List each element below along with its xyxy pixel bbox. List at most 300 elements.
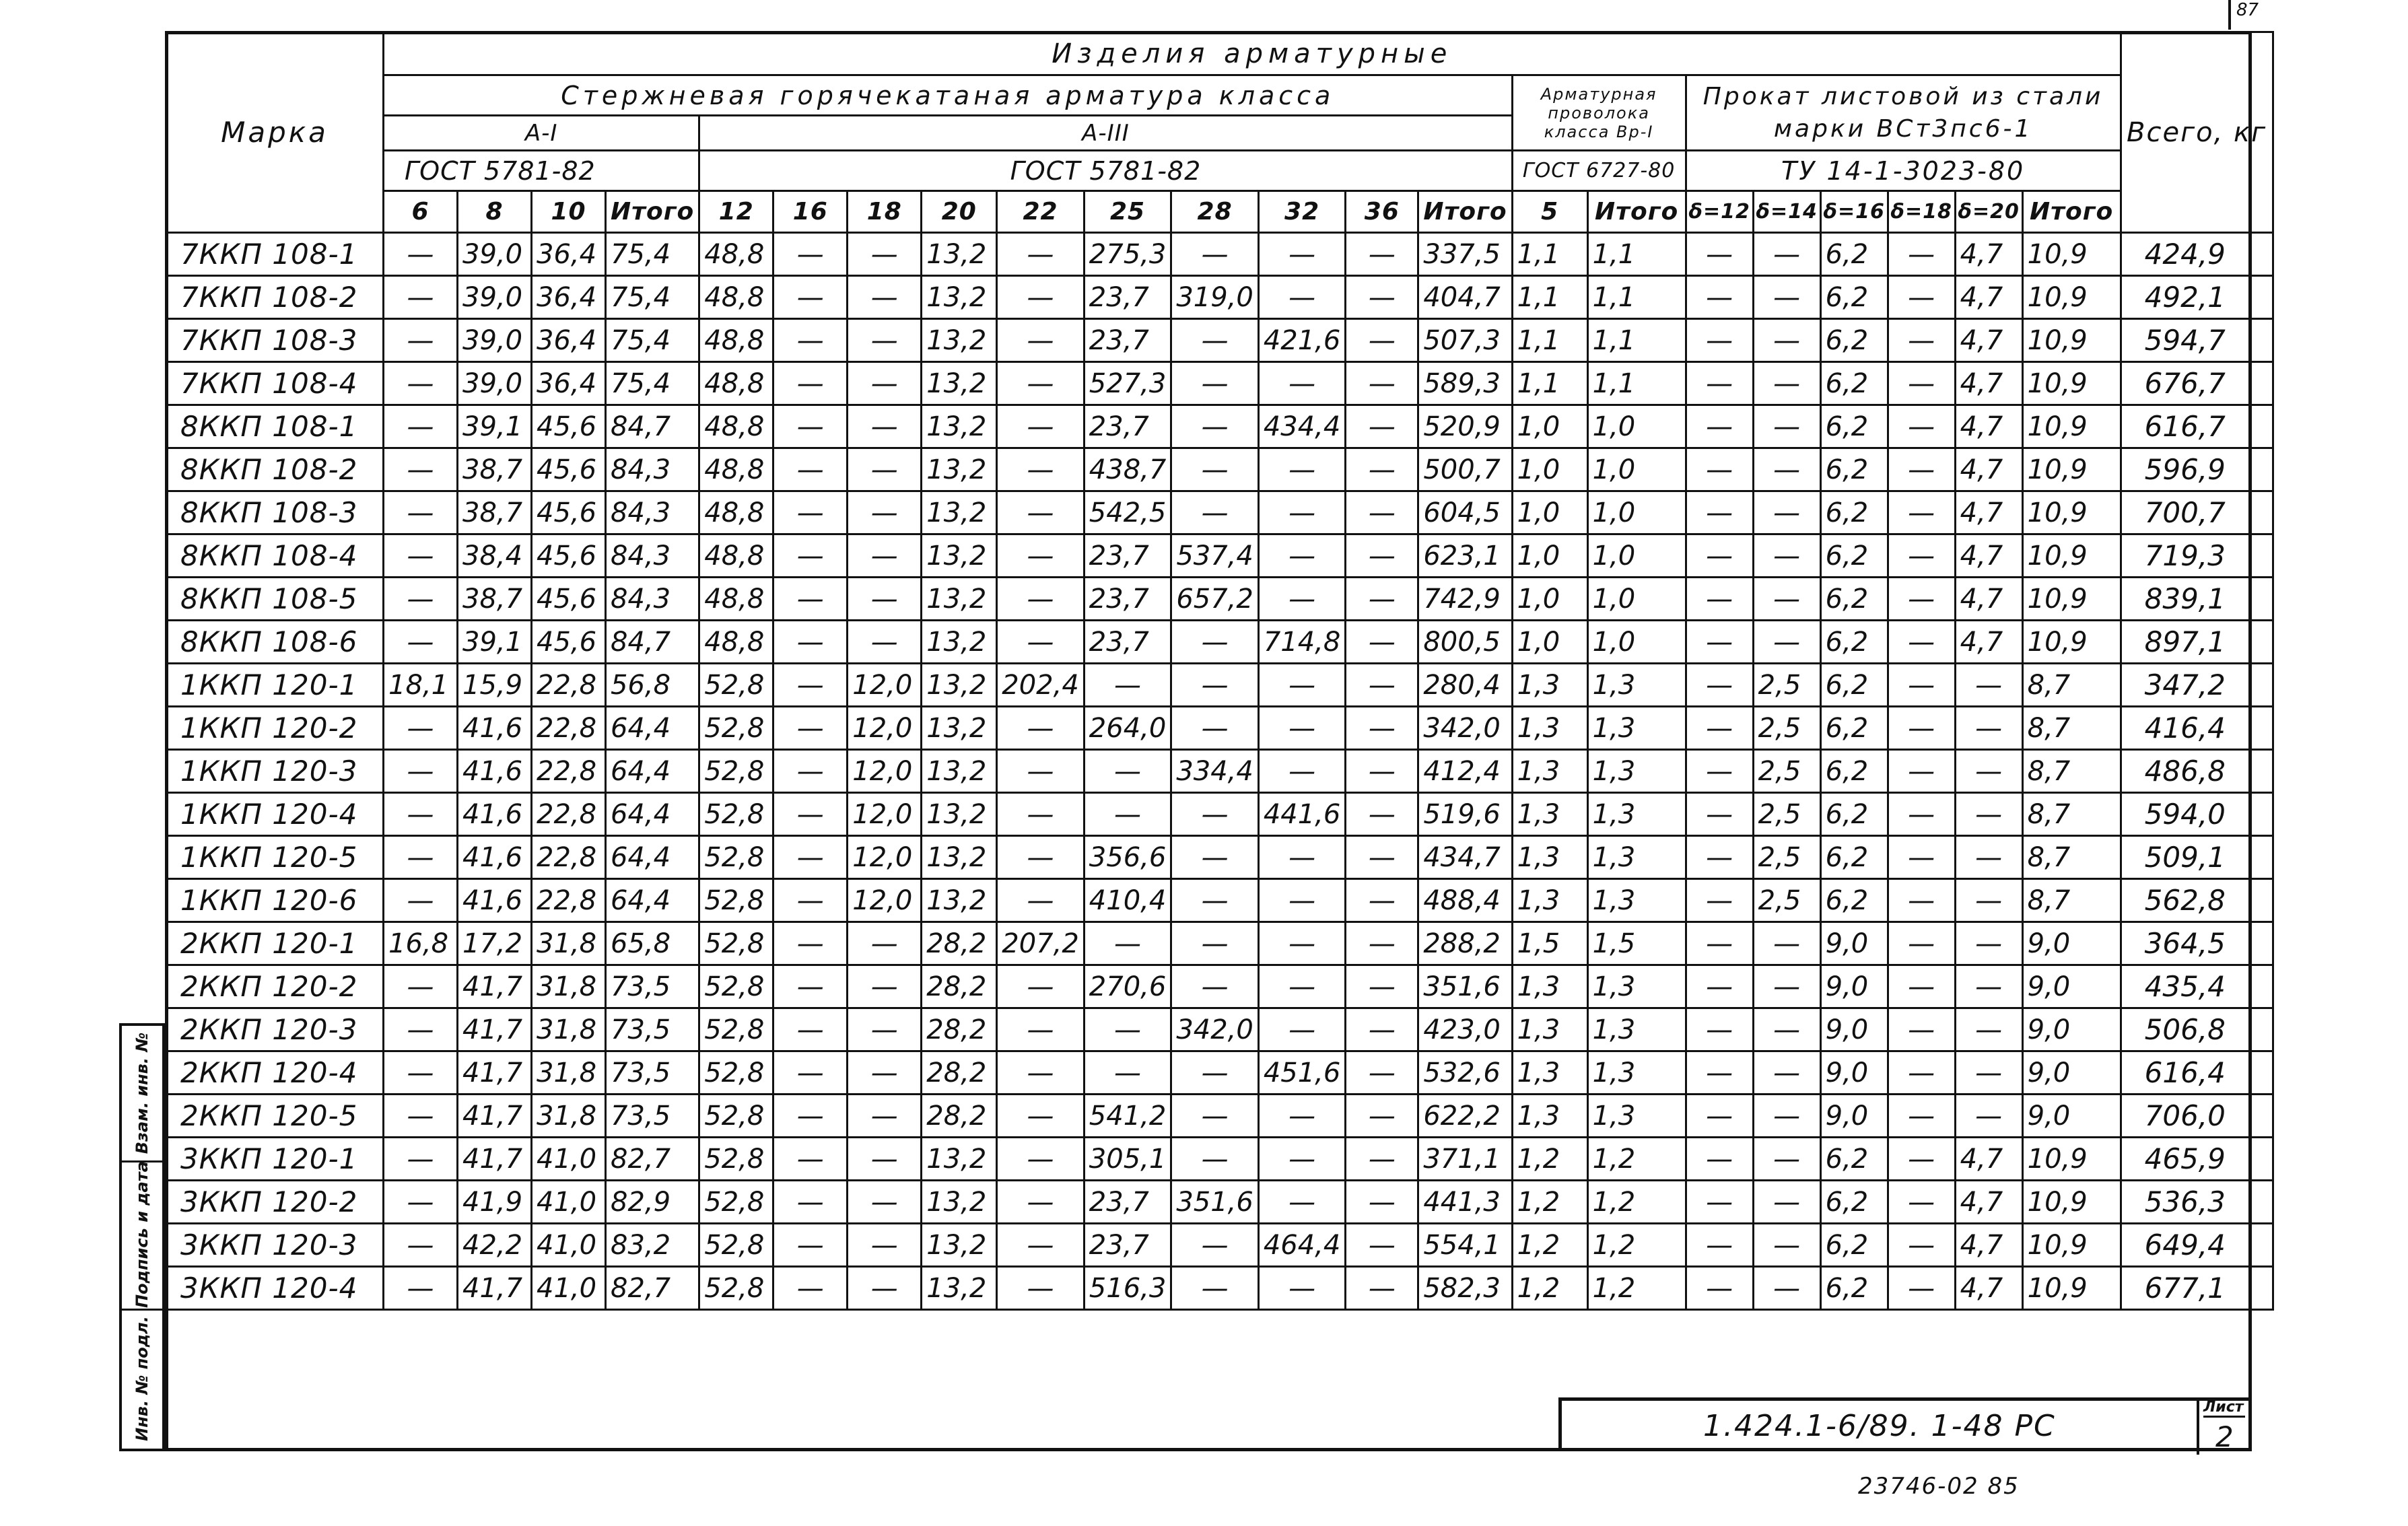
value-cell: 38,4 (458, 534, 532, 578)
value-cell: 1,0 (1587, 534, 1686, 578)
mark-cell: 3ККП 120-2 (166, 1181, 384, 1224)
value-cell: — (1346, 1138, 1418, 1181)
value-cell: 1,1 (1512, 319, 1587, 362)
value-cell: — (1753, 1224, 1820, 1267)
value-cell: 45,6 (532, 448, 606, 491)
value-cell: — (848, 1267, 922, 1310)
value-cell: — (773, 707, 848, 750)
value-cell: — (773, 836, 848, 879)
value-cell: — (1753, 319, 1820, 362)
value-cell: 434,4 (1258, 405, 1346, 448)
value-cell: 10,9 (2022, 1267, 2121, 1310)
value-cell: 2,5 (1753, 750, 1820, 793)
value-cell: 13,2 (922, 1267, 997, 1310)
value-cell: 13,2 (922, 879, 997, 922)
value-cell: 1,3 (1587, 1008, 1686, 1051)
value-cell: 82,7 (606, 1267, 699, 1310)
value-cell: — (384, 707, 458, 750)
table-row (166, 362, 2273, 405)
value-cell: 1,3 (1512, 836, 1587, 879)
total-cell: 536,3 (2121, 1181, 2273, 1224)
value-cell: — (773, 621, 848, 664)
value-cell: — (1686, 750, 1753, 793)
table-row (166, 1008, 2273, 1051)
value-cell: — (1753, 621, 1820, 664)
value-cell: — (1888, 405, 1955, 448)
value-cell: 4,7 (1955, 276, 2022, 319)
reinforcement-table (165, 31, 2274, 1311)
column-header: δ=12 (1686, 191, 1753, 233)
value-cell: 13,2 (922, 793, 997, 836)
value-cell: 31,8 (532, 1008, 606, 1051)
table-row (166, 965, 2273, 1008)
value-cell: 52,8 (699, 1095, 773, 1138)
value-cell: 1,0 (1512, 621, 1587, 664)
total-cell: 719,3 (2121, 534, 2273, 578)
value-cell: — (848, 491, 922, 534)
value-cell: — (997, 1095, 1085, 1138)
total-cell: 706,0 (2121, 1095, 2273, 1138)
value-cell: — (384, 534, 458, 578)
value-cell: 64,4 (606, 750, 699, 793)
value-cell: — (1346, 362, 1418, 405)
value-cell: 13,2 (922, 750, 997, 793)
total-cell: 897,1 (2121, 621, 2273, 664)
value-cell: 22,8 (532, 707, 606, 750)
value-cell: — (1258, 448, 1346, 491)
value-cell: — (1171, 1095, 1259, 1138)
value-cell: 6,2 (1820, 276, 1888, 319)
value-cell: — (1686, 621, 1753, 664)
value-cell: 1,3 (1587, 664, 1686, 707)
value-cell: — (384, 319, 458, 362)
value-cell: 22,8 (532, 750, 606, 793)
value-cell: 48,8 (699, 448, 773, 491)
value-cell: 1,2 (1512, 1138, 1587, 1181)
value-cell: 73,5 (606, 1008, 699, 1051)
value-cell: — (1258, 534, 1346, 578)
value-cell: 39,0 (458, 319, 532, 362)
value-cell: — (848, 1224, 922, 1267)
value-cell: 8,7 (2022, 836, 2121, 879)
value-cell: — (997, 750, 1085, 793)
value-cell: 1,3 (1512, 965, 1587, 1008)
value-cell: — (1753, 1095, 1820, 1138)
table-row (166, 1267, 2273, 1310)
value-cell: — (848, 1181, 922, 1224)
mark-cell: 1ККП 120-6 (166, 879, 384, 922)
value-cell: 48,8 (699, 319, 773, 362)
value-cell: — (1171, 1138, 1259, 1181)
value-cell: 464,4 (1258, 1224, 1346, 1267)
value-cell: — (997, 491, 1085, 534)
value-cell: 434,7 (1418, 836, 1512, 879)
value-cell: 1,0 (1512, 448, 1587, 491)
table-row (166, 578, 2273, 621)
value-cell: — (1753, 1181, 1820, 1224)
value-cell: — (1346, 1181, 1418, 1224)
value-cell: 6,2 (1820, 448, 1888, 491)
value-cell: — (1346, 793, 1418, 836)
value-cell: — (1171, 448, 1259, 491)
value-cell: — (1686, 1008, 1753, 1051)
value-cell: — (1753, 1138, 1820, 1181)
value-cell: 582,3 (1418, 1267, 1512, 1310)
value-cell: — (1888, 1138, 1955, 1181)
value-cell: — (773, 750, 848, 793)
value-cell: 23,7 (1084, 405, 1171, 448)
value-cell: — (997, 1224, 1085, 1267)
column-header: δ=16 (1820, 191, 1888, 233)
value-cell: — (997, 1138, 1085, 1181)
value-cell: — (1258, 1138, 1346, 1181)
value-cell: — (1686, 1138, 1753, 1181)
column-header: Итого (1418, 191, 1512, 233)
value-cell: — (1346, 1095, 1418, 1138)
value-cell: 23,7 (1084, 1181, 1171, 1224)
value-cell: — (1888, 621, 1955, 664)
value-cell: — (384, 1095, 458, 1138)
value-cell: — (1258, 1095, 1346, 1138)
value-cell: 604,5 (1418, 491, 1512, 534)
value-cell: 10,9 (2022, 276, 2121, 319)
value-cell: — (1888, 491, 1955, 534)
value-cell: — (1171, 319, 1259, 362)
total-cell: 465,9 (2121, 1138, 2273, 1181)
value-cell: — (1955, 707, 2022, 750)
value-cell: 10,9 (2022, 233, 2121, 276)
value-cell: — (773, 534, 848, 578)
value-cell: — (773, 965, 848, 1008)
value-cell: 1,2 (1512, 1267, 1587, 1310)
value-cell: — (1084, 1051, 1171, 1095)
value-cell: — (848, 319, 922, 362)
value-cell: 2,5 (1753, 793, 1820, 836)
document-code: 1.424.1-6/89. 1-48 РС (1703, 1409, 2056, 1443)
value-cell: — (1888, 362, 1955, 405)
value-cell: 52,8 (699, 1138, 773, 1181)
value-cell: — (1171, 621, 1259, 664)
value-cell: 356,6 (1084, 836, 1171, 879)
value-cell: — (773, 1224, 848, 1267)
value-cell: 45,6 (532, 621, 606, 664)
value-cell: 10,9 (2022, 1224, 2121, 1267)
value-cell: — (1258, 276, 1346, 319)
value-cell: — (1888, 1181, 1955, 1224)
value-cell: — (1346, 836, 1418, 879)
value-cell: 45,6 (532, 578, 606, 621)
value-cell: — (1955, 1008, 2022, 1051)
value-cell: 13,2 (922, 319, 997, 362)
value-cell: — (384, 233, 458, 276)
value-cell: — (1686, 319, 1753, 362)
value-cell: — (1686, 793, 1753, 836)
value-cell: — (997, 1008, 1085, 1051)
value-cell: 41,0 (532, 1224, 606, 1267)
value-cell: 52,8 (699, 664, 773, 707)
value-cell: — (848, 405, 922, 448)
tu-sheet: ТУ 14-1-3023-80 (1686, 151, 2121, 191)
value-cell: 537,4 (1171, 534, 1259, 578)
value-cell: — (1171, 965, 1259, 1008)
value-cell: 410,4 (1084, 879, 1171, 922)
value-cell: — (1753, 1051, 1820, 1095)
table-row (166, 922, 2273, 965)
value-cell: 36,4 (532, 319, 606, 362)
value-cell: 48,8 (699, 362, 773, 405)
value-cell: — (1258, 707, 1346, 750)
value-cell: 207,2 (997, 922, 1085, 965)
value-cell: 39,0 (458, 362, 532, 405)
value-cell: — (1686, 362, 1753, 405)
value-cell: 1,2 (1512, 1224, 1587, 1267)
mark-cell: 8ККП 108-6 (166, 621, 384, 664)
value-cell: 1,3 (1587, 965, 1686, 1008)
value-cell: — (1171, 922, 1259, 965)
value-cell: 64,4 (606, 793, 699, 836)
column-header: 28 (1171, 191, 1259, 233)
value-cell: — (1888, 707, 1955, 750)
value-cell: 423,0 (1418, 1008, 1512, 1051)
value-cell: 1,3 (1587, 1095, 1686, 1138)
value-cell: — (1753, 233, 1820, 276)
value-cell: 527,3 (1084, 362, 1171, 405)
value-cell: — (1258, 362, 1346, 405)
value-cell: 451,6 (1258, 1051, 1346, 1095)
value-cell: 371,1 (1418, 1138, 1512, 1181)
value-cell: — (1888, 233, 1955, 276)
value-cell: 15,9 (458, 664, 532, 707)
value-cell: 1,0 (1587, 405, 1686, 448)
value-cell: 13,2 (922, 707, 997, 750)
value-cell: — (384, 750, 458, 793)
value-cell: — (1955, 1051, 2022, 1095)
column-header: 25 (1084, 191, 1171, 233)
value-cell: 589,3 (1418, 362, 1512, 405)
total-cell: 594,7 (2121, 319, 2273, 362)
value-cell: 1,2 (1587, 1224, 1686, 1267)
table-row (166, 534, 2273, 578)
value-cell: 507,3 (1418, 319, 1512, 362)
value-cell: 532,6 (1418, 1051, 1512, 1095)
value-cell: 41,6 (458, 750, 532, 793)
value-cell: 28,2 (922, 922, 997, 965)
value-cell: — (997, 362, 1085, 405)
value-cell: — (1346, 233, 1418, 276)
value-cell: 1,0 (1587, 491, 1686, 534)
value-cell: 64,4 (606, 879, 699, 922)
total-cell: 649,4 (2121, 1224, 2273, 1267)
value-cell: — (1753, 491, 1820, 534)
value-cell: — (1686, 276, 1753, 319)
value-cell: — (1258, 664, 1346, 707)
value-cell: 1,3 (1512, 1095, 1587, 1138)
column-header: 18 (848, 191, 922, 233)
column-header: 10 (532, 191, 606, 233)
value-cell: 8,7 (2022, 707, 2121, 750)
table-row (166, 319, 2273, 362)
total-cell: 676,7 (2121, 362, 2273, 405)
corner-line (2228, 0, 2231, 30)
value-cell: 334,4 (1171, 750, 1259, 793)
column-header: δ=18 (1888, 191, 1955, 233)
value-cell: — (1346, 1051, 1418, 1095)
value-cell: — (997, 1181, 1085, 1224)
value-cell: 4,7 (1955, 1138, 2022, 1181)
mark-cell: 2ККП 120-4 (166, 1051, 384, 1095)
value-cell: 12,0 (848, 750, 922, 793)
value-cell: — (1346, 1008, 1418, 1051)
value-cell: 36,4 (532, 233, 606, 276)
value-cell: — (1888, 534, 1955, 578)
side-cell-signature: Подпись и дата (122, 1160, 162, 1311)
value-cell: — (848, 922, 922, 965)
sheet-label: Лист (2203, 1399, 2245, 1418)
value-cell: — (1258, 1267, 1346, 1310)
value-cell: 10,9 (2022, 319, 2121, 362)
mark-cell: 2ККП 120-1 (166, 922, 384, 965)
value-cell: 73,5 (606, 1051, 699, 1095)
value-cell: — (1346, 922, 1418, 965)
value-cell: — (773, 879, 848, 922)
value-cell: 4,7 (1955, 1224, 2022, 1267)
value-cell: — (384, 1008, 458, 1051)
value-cell: — (848, 362, 922, 405)
value-cell: — (1171, 707, 1259, 750)
value-cell: — (773, 1267, 848, 1310)
wire-group-header: Арматурная проволока класса Вр-I (1512, 75, 1686, 151)
value-cell: 41,6 (458, 879, 532, 922)
value-cell: 52,8 (699, 1267, 773, 1310)
value-cell: 270,6 (1084, 965, 1171, 1008)
value-cell: — (384, 362, 458, 405)
value-cell: 23,7 (1084, 319, 1171, 362)
value-cell: 82,7 (606, 1138, 699, 1181)
value-cell: — (1346, 1267, 1418, 1310)
mark-cell: 8ККП 108-4 (166, 534, 384, 578)
value-cell: 52,8 (699, 965, 773, 1008)
value-cell: 6,2 (1820, 1267, 1888, 1310)
table-row (166, 793, 2273, 836)
value-cell: — (997, 534, 1085, 578)
table-row (166, 836, 2273, 879)
table-row (166, 707, 2273, 750)
value-cell: 1,5 (1512, 922, 1587, 965)
value-cell: — (1346, 319, 1418, 362)
value-cell: — (773, 233, 848, 276)
mark-cell: 8ККП 108-3 (166, 491, 384, 534)
value-cell: — (384, 879, 458, 922)
value-cell: 13,2 (922, 621, 997, 664)
value-cell: 275,3 (1084, 233, 1171, 276)
column-header: Итого (2022, 191, 2121, 233)
value-cell: 516,3 (1084, 1267, 1171, 1310)
value-cell: 12,0 (848, 664, 922, 707)
value-cell: 1,3 (1587, 750, 1686, 793)
value-cell: 23,7 (1084, 276, 1171, 319)
value-cell: 412,4 (1418, 750, 1512, 793)
value-cell: — (1346, 534, 1418, 578)
value-cell: 1,0 (1512, 578, 1587, 621)
value-cell: — (1753, 448, 1820, 491)
value-cell: 1,3 (1587, 1051, 1686, 1095)
value-cell: — (384, 491, 458, 534)
value-cell: — (1346, 879, 1418, 922)
value-cell: 16,8 (384, 922, 458, 965)
value-cell: — (1171, 362, 1259, 405)
value-cell: 9,0 (1820, 1095, 1888, 1138)
value-cell: 1,1 (1587, 233, 1686, 276)
value-cell: 45,6 (532, 405, 606, 448)
value-cell: 56,8 (606, 664, 699, 707)
value-cell: 264,0 (1084, 707, 1171, 750)
value-cell: 36,4 (532, 362, 606, 405)
value-cell: 342,0 (1171, 1008, 1259, 1051)
value-cell: 13,2 (922, 362, 997, 405)
value-cell: 22,8 (532, 793, 606, 836)
value-cell: — (1686, 1267, 1753, 1310)
value-cell: 6,2 (1820, 793, 1888, 836)
value-cell: 13,2 (922, 534, 997, 578)
value-cell: 75,4 (606, 319, 699, 362)
value-cell: 31,8 (532, 922, 606, 965)
value-cell: 1,0 (1587, 578, 1686, 621)
value-cell: 1,2 (1587, 1181, 1686, 1224)
value-cell: — (1171, 1267, 1259, 1310)
value-cell: — (773, 578, 848, 621)
value-cell: 305,1 (1084, 1138, 1171, 1181)
value-cell: 48,8 (699, 233, 773, 276)
value-cell: — (1888, 319, 1955, 362)
value-cell: 4,7 (1955, 319, 2022, 362)
value-cell: 10,9 (2022, 621, 2121, 664)
total-cell: 435,4 (2121, 965, 2273, 1008)
value-cell: — (1258, 1181, 1346, 1224)
value-cell: 622,2 (1418, 1095, 1512, 1138)
value-cell: 13,2 (922, 836, 997, 879)
value-cell: — (1888, 1008, 1955, 1051)
value-cell: — (1888, 750, 1955, 793)
table-row (166, 1181, 2273, 1224)
value-cell: — (1346, 621, 1418, 664)
mark-cell: 1ККП 120-5 (166, 836, 384, 879)
value-cell: — (384, 1051, 458, 1095)
value-cell: 10,9 (2022, 362, 2121, 405)
value-cell: — (997, 276, 1085, 319)
value-cell: 1,3 (1587, 793, 1686, 836)
value-cell: 6,2 (1820, 707, 1888, 750)
value-cell: 1,3 (1587, 836, 1686, 879)
total-cell: 347,2 (2121, 664, 2273, 707)
value-cell: 52,8 (699, 1224, 773, 1267)
value-cell: 1,3 (1512, 1008, 1587, 1051)
value-cell: 6,2 (1820, 405, 1888, 448)
column-header: 20 (922, 191, 997, 233)
value-cell: — (1888, 1095, 1955, 1138)
value-cell: — (1955, 664, 2022, 707)
value-cell: — (1258, 578, 1346, 621)
value-cell: 2,5 (1753, 836, 1820, 879)
value-cell: — (384, 1181, 458, 1224)
value-cell: — (1258, 879, 1346, 922)
value-cell: — (1171, 1224, 1259, 1267)
value-cell: — (848, 1008, 922, 1051)
value-cell: 4,7 (1955, 491, 2022, 534)
value-cell: 1,3 (1512, 664, 1587, 707)
value-cell: — (1753, 578, 1820, 621)
value-cell: 9,0 (1820, 965, 1888, 1008)
total-cell: 839,1 (2121, 578, 2273, 621)
